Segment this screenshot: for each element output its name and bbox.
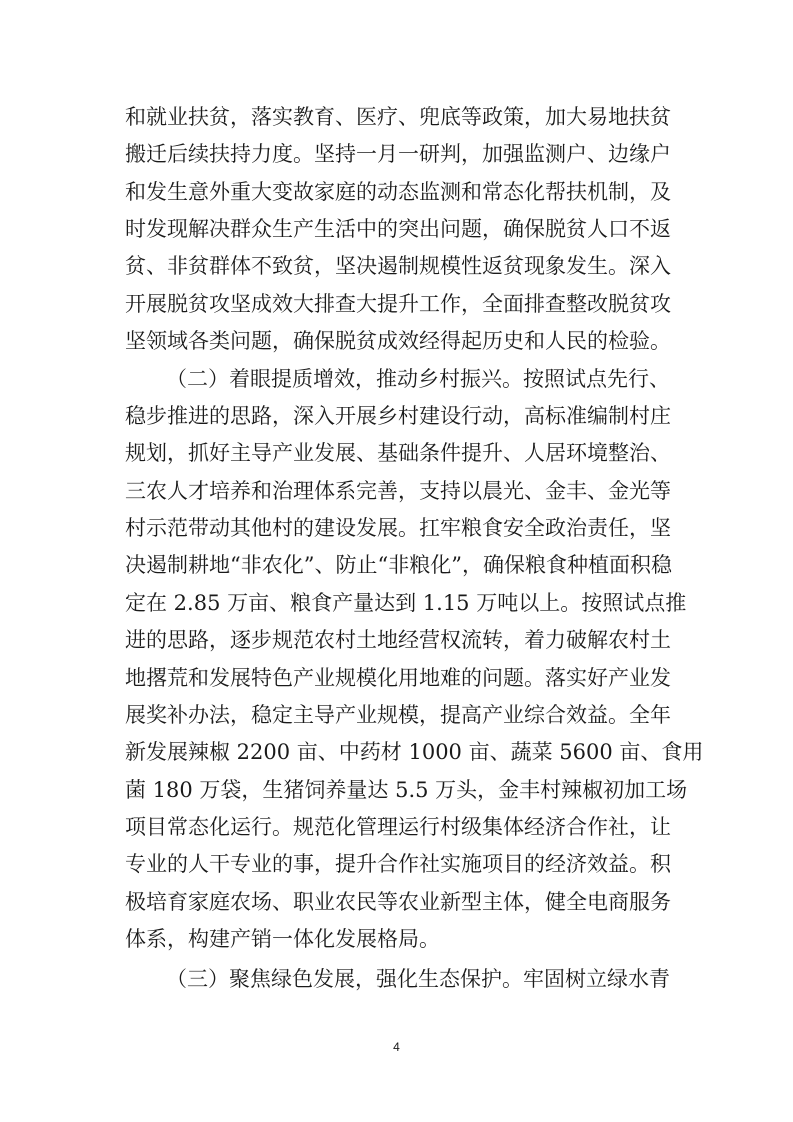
- page-number: 4: [393, 1040, 400, 1054]
- section-heading-line: （三）聚焦绿色发展，强化生态保护。牢固树立绿水青: [166, 966, 670, 991]
- body-text-line: 项目常态化运行。规范化管理运行村级集体经济合作社，让: [125, 815, 671, 840]
- body-text-line: 和发生意外重大变故家庭的动态监测和常态化帮扶机制，及: [125, 179, 671, 204]
- body-text-line: 展奖补办法，稳定主导产业规模，提高产业综合效益。全年: [125, 702, 671, 727]
- body-text-line: 坚领域各类问题，确保脱贫成效经得起历史和人民的检验。: [125, 329, 671, 354]
- body-text-line: 极培育家庭农场、职业农民等农业新型主体，健全电商服务: [125, 889, 671, 914]
- body-text-line: 三农人才培养和治理体系完善，支持以晨光、金丰、金光等: [125, 478, 671, 503]
- body-text-line: 稳步推进的思路，深入开展乡村建设行动，高标准编制村庄: [125, 403, 671, 428]
- body-text-line: 决遏制耕地“非农化”、防止“非粮化”，确保粮食种植面积稳: [125, 553, 672, 578]
- body-text-line: 时发现解决群众生产生活中的突出问题，确保脱贫人口不返: [125, 217, 671, 242]
- body-text-line: 规划，抓好主导产业发展、基础条件提升、人居环境整治、: [125, 441, 671, 466]
- body-text-line: 地撂荒和发展特色产业规模化用地难的问题。落实好产业发: [125, 665, 671, 690]
- body-text-line: 搬迁后续扶持力度。坚持一月一研判，加强监测户、边缘户: [125, 142, 671, 167]
- body-text-line: 体系，构建产销一体化发展格局。: [125, 927, 440, 952]
- body-text-line: 定在 2.85 万亩、粮食产量达到 1.15 万吨以上。按照试点推: [125, 590, 687, 615]
- body-text-line: 和就业扶贫，落实教育、医疗、兜底等政策，加大易地扶贫: [125, 105, 671, 129]
- body-text-line: 进的思路，逐步规范农村土地经营权流转，着力破解农村土: [125, 628, 671, 653]
- body-text-line: 村示范带动其他村的建设发展。扛牢粮食安全政治责任，坚: [125, 516, 671, 541]
- body-text-line: 贫、非贫群体不致贫，坚决遏制规模性返贫现象发生。深入: [125, 254, 671, 279]
- body-text-line: 新发展辣椒 2200 亩、中药材 1000 亩、蔬菜 5600 亩、食用: [125, 740, 704, 765]
- body-text-line: 专业的人干专业的事，提升合作社实施项目的经济效益。积: [125, 852, 671, 877]
- body-text-line: 开展脱贫攻坚成效大排查大提升工作，全面排查整改脱贫攻: [125, 291, 671, 316]
- section-heading-line: （二）着眼提质增效，推动乡村振兴。按照试点先行、: [166, 366, 670, 391]
- body-text-line: 菌 180 万袋，生猪饲养量达 5.5 万头，金丰村辣椒初加工场: [125, 777, 688, 802]
